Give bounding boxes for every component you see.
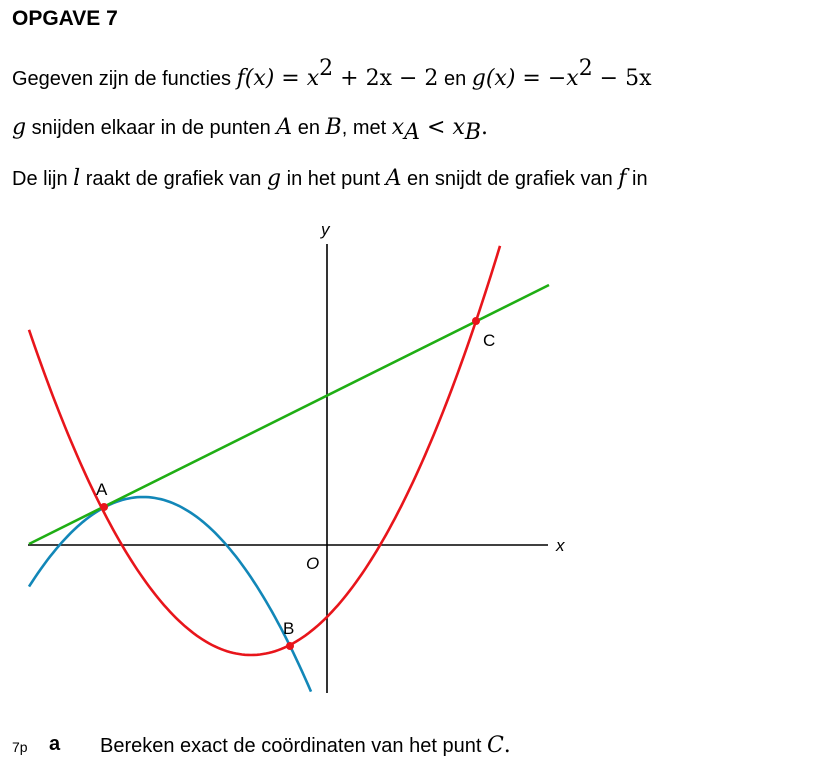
question-text	[100, 733, 511, 758]
xA-subscript: A	[404, 120, 421, 145]
intro-text-3e: in	[626, 168, 648, 190]
f-symbol: f	[618, 166, 627, 191]
question-letter: a	[49, 733, 61, 755]
g-exponent: 2	[578, 56, 593, 81]
point-B-symbol: B	[325, 115, 342, 140]
intro-text-2: snijden elkaar in de punten	[26, 117, 277, 139]
origin-label: O	[306, 554, 320, 573]
xB-subscript: B	[464, 120, 482, 145]
y-axis-label: y	[321, 220, 330, 239]
intro-text: Gegeven zijn de functies	[12, 68, 237, 90]
f-exponent: 2	[319, 56, 334, 81]
point-C	[472, 317, 480, 325]
f-rhs-b: + 2x − 2	[333, 66, 439, 91]
intro-text-3a: De lijn	[12, 168, 74, 190]
f-lhs: f(x)	[236, 66, 275, 91]
question-point-C: C	[486, 733, 504, 758]
connector-met: , met	[341, 117, 392, 139]
point-B	[286, 642, 294, 650]
intro-text-3b: raakt de grafiek van	[80, 168, 267, 190]
g-symbol: g	[12, 115, 27, 140]
f-rhs-a: x	[306, 66, 320, 91]
question-period: .	[503, 733, 511, 758]
point-A-symbol: A	[276, 115, 293, 140]
equals: =	[274, 66, 307, 91]
period: .	[481, 115, 489, 140]
label-C: C	[483, 331, 496, 350]
graph-f	[29, 246, 500, 655]
point-A-symbol-2: A	[385, 166, 402, 191]
intro-text-3d: en snijdt de grafiek van	[401, 168, 619, 190]
point-A	[100, 503, 108, 511]
connector-en: en	[438, 68, 472, 90]
exercise-title: OPGAVE 7	[12, 7, 118, 30]
xA-symbol: x	[391, 115, 405, 140]
graph-g	[29, 497, 311, 692]
g-symbol-2: g	[266, 166, 282, 191]
less-than: <	[420, 115, 453, 140]
question-body: Bereken exact de coördinaten van het punt	[100, 735, 487, 757]
question-points: 7p	[12, 739, 28, 755]
equals-2: =	[515, 66, 548, 91]
label-B: B	[283, 619, 295, 638]
xB-symbol: x	[452, 115, 465, 140]
x-axis-label: x	[556, 536, 565, 555]
label-A: A	[96, 480, 108, 499]
connector-en-2: en	[292, 117, 326, 139]
g-lhs: g(x)	[471, 66, 516, 91]
g-rhs-a: −x	[547, 66, 579, 91]
intro-text-3c: in het punt	[281, 168, 386, 190]
g-rhs-b: − 5x	[592, 66, 652, 91]
l-symbol: l	[73, 166, 81, 191]
